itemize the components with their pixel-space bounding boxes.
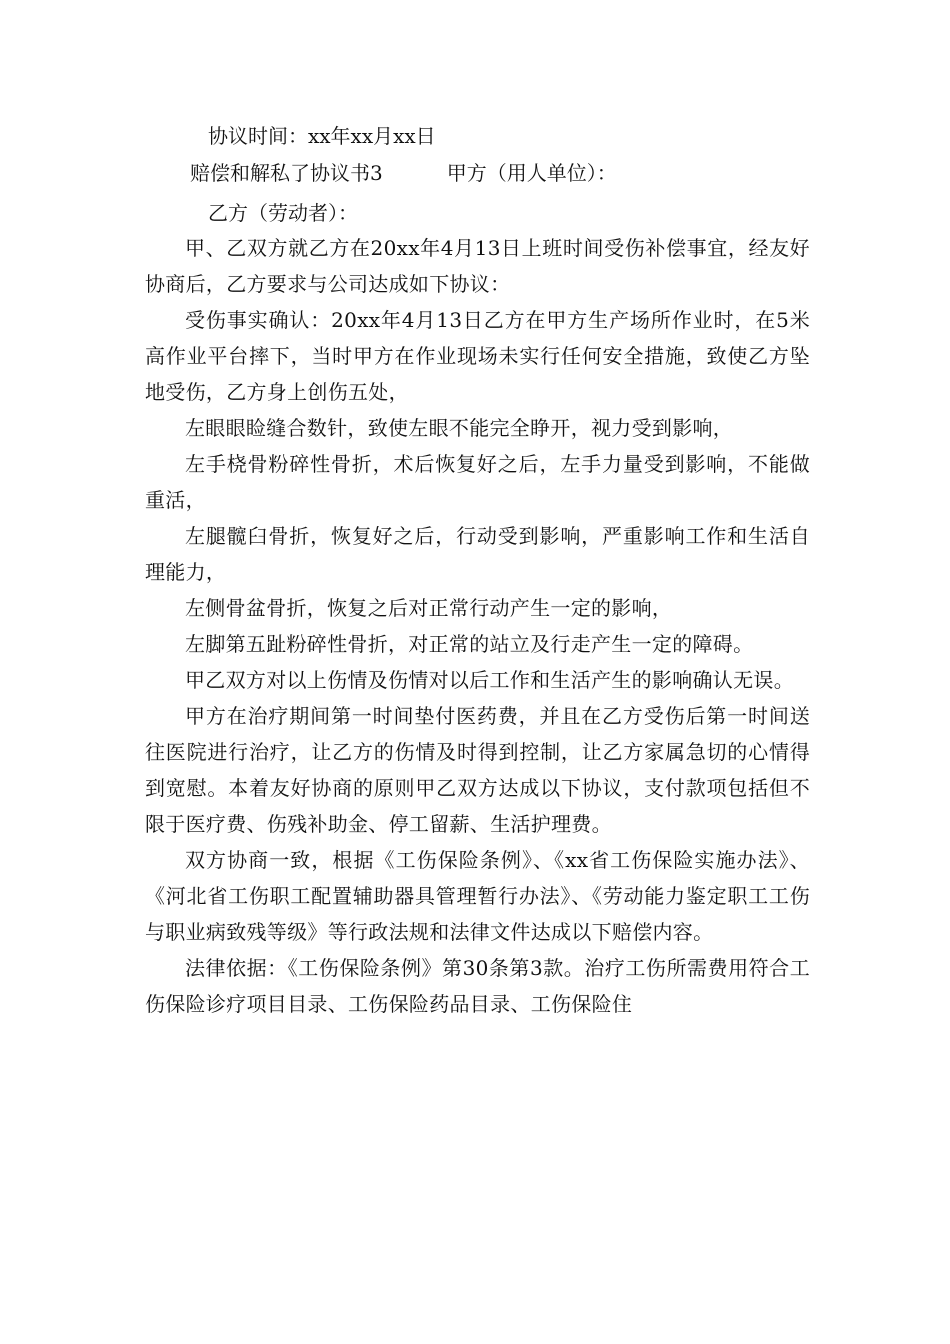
paragraph-5: 左腿髋臼骨折，恢复好之后，行动受到影响，严重影响工作和生活自理能力，: [145, 524, 810, 584]
paragraph-7: 左脚第五趾粉碎性骨折，对正常的站立及行走产生一定的障碍。: [185, 632, 754, 656]
party-a-label: 甲方（用人单位）：: [446, 161, 617, 185]
party-b-label: 乙方（劳动者）：: [208, 201, 358, 225]
paragraph-2: 受伤事实确认：20xx年4月13日乙方在甲方生产场所作业时，在5米高作业平台摔下，当时甲方在作业现场未实行任何安全措施，致使乙方坠地受伤，乙方身上创伤五处，: [145, 308, 810, 404]
paragraph-9: 甲方在治疗期间第一时间垫付医药费，并且在乙方受伤后第一时间送往医院进行治疗，让乙方的伤情及时得到控制，让乙方家属急切的心情得到宽慰。本着友好协商的原则甲乙双方达成以下协议，支付款项包括但不限于医疗费、伤残补助金、停工留薪、生活护理费。: [145, 704, 810, 836]
paragraph-6: 左侧骨盆骨折，恢复之后对正常行动产生一定的影响，: [185, 596, 673, 620]
paragraph-3: 左眼眼睑缝合数针，致使左眼不能完全睁开，视力受到影响，: [185, 416, 734, 440]
paragraph-10: 双方协商一致，根据《工伤保险条例》、《xx省工伤保险实施办法》、《河北省工伤职工配置辅助器具管理暂行办法》、《劳动能力鉴定职工工伤与职业病致残等级》等行政法规和法律文件达成以下赔偿内容。: [145, 848, 810, 944]
paragraph-11: 法律依据：《工伤保险条例》第30条第3款。治疗工伤所需费用符合工伤保险诊疗项目目录、工伤保险药品目录、工伤保险住: [145, 956, 810, 1016]
paragraph-8: 甲乙双方对以上伤情及伤情对以后工作和生活产生的影响确认无误。: [185, 668, 794, 692]
paragraph-4: 左手桡骨粉碎性骨折，术后恢复好之后，左手力量受到影响，不能做重活，: [145, 452, 810, 512]
title-line: [190, 155, 617, 191]
document-body: [145, 230, 810, 1022]
agreement-time: 协议时间：xx年xx月xx日: [208, 124, 436, 148]
paragraph-1: 甲、乙双方就乙方在20xx年4月13日上班时间受伤补偿事宜，经友好协商后，乙方要求与公司达成如下协议：: [145, 236, 810, 296]
document-title: 赔偿和解私了协议书3: [190, 161, 383, 185]
